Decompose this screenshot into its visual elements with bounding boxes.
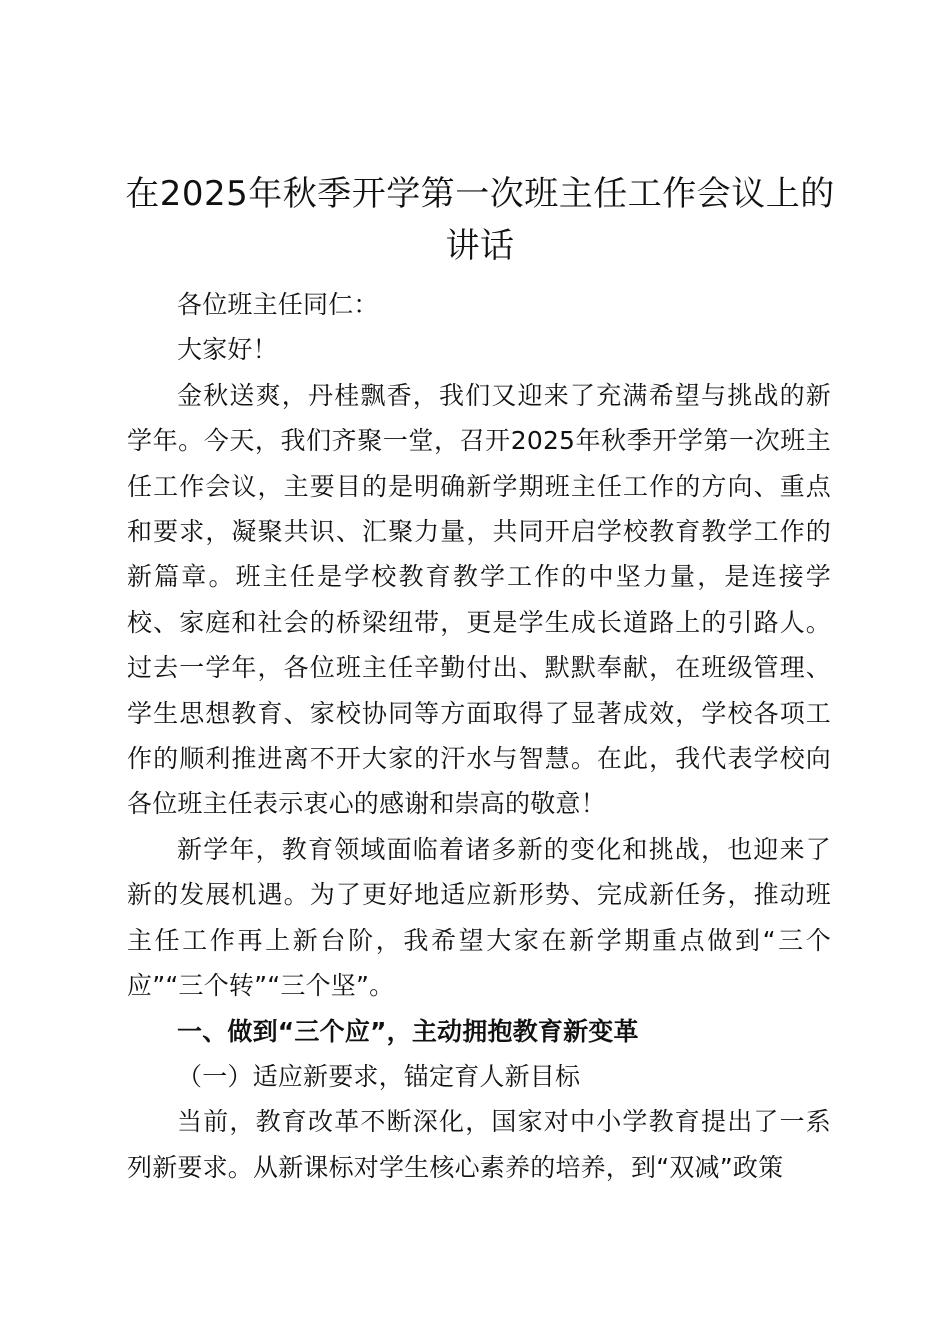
- salutation: 各位班主任同仁：: [177, 290, 379, 319]
- greeting: 大家好！: [177, 335, 278, 365]
- section-heading: 一、做到“三个应”，主动拥抱教育新变革: [177, 1016, 639, 1046]
- document-title: 在2025年秋季开学第一次班主任工作会议上的讲话: [125, 174, 835, 266]
- body-paragraph: 新学年，教育领域面临着诸多新的变化和挑战，也迎来了新的发展机遇。为了更好地适应新形势、完成新任务，推动班主任工作再上新台阶，我希望大家在新学期重点做到“三个应”“三个转”“三个坚”。: [127, 834, 831, 1001]
- body-paragraph: 当前，教育改革不断深化，国家对中小学教育提出了一系列新要求。从新课标对学生核心素养的培养，到“双减”政策: [127, 1107, 831, 1182]
- document-body: [127, 282, 831, 1190]
- subsection-heading: （一）适应新要求，锚定育人新目标: [177, 1061, 581, 1091]
- body-paragraph: 金秋送爽，丹桂飘香，我们又迎来了充满希望与挑战的新学年。今天，我们齐聚一堂，召开2025年秋季开学第一次班主任工作会议，主要目的是明确新学期班主任工作的方向、重点和要求，凝聚共识、汇聚力量，共同开启学校教育教学工作的新篇章。班主任是学校教育教学工作的中坚力量，是连接学校、家庭和社会的桥梁纽带，更是学生成长道路上的引路人。过去一学年，各位班主任辛勤付出、默默奉献，在班级管理、学生思想教育、家校协同等方面取得了显著成效，学校各项工作的顺利推进离不开大家的汗水与智慧。在此，我代表学校向各位班主任表示衷心的感谢和崇高的敬意！: [127, 380, 831, 819]
